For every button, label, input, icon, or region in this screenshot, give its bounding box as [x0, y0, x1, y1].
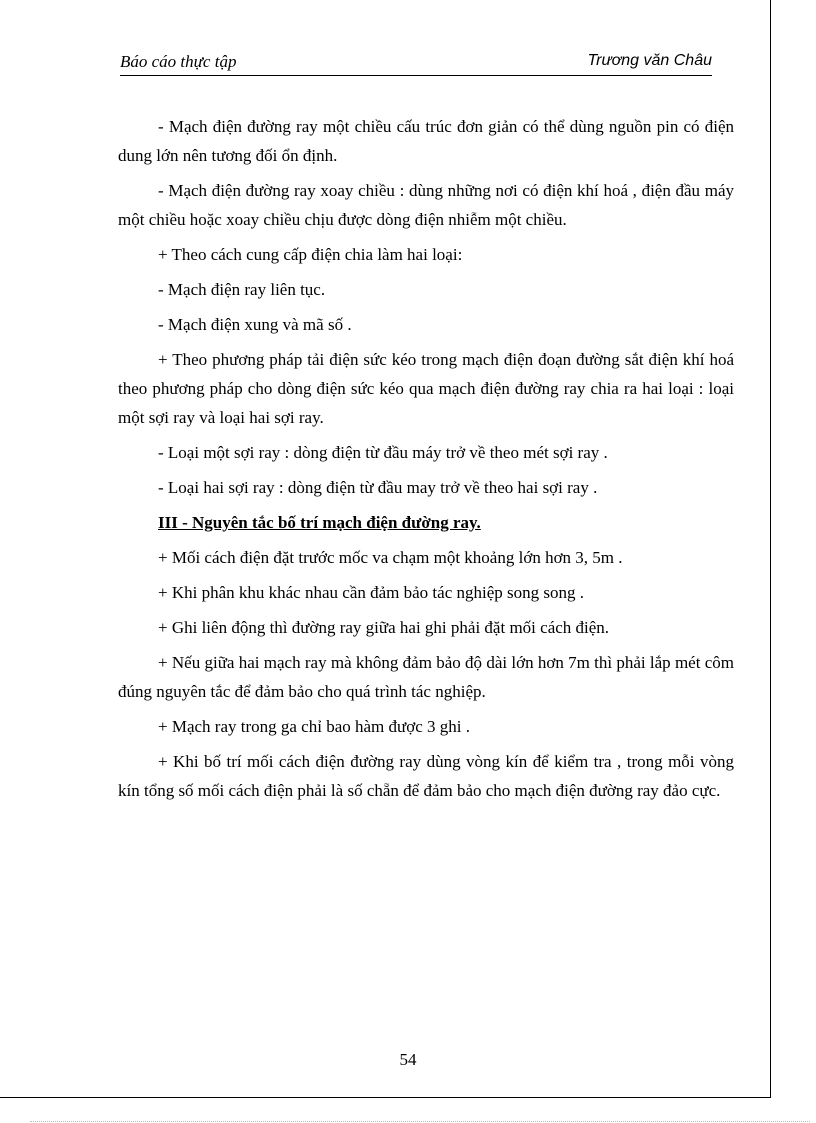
- page-number: 54: [399, 1050, 417, 1069]
- section-heading: III - Nguyên tắc bố trí mạch điện đường ray.: [158, 513, 481, 532]
- page-edge-dotted-line: [30, 1121, 810, 1122]
- header-rule: [120, 75, 712, 76]
- header-author-name: Trương văn Châu: [587, 52, 712, 69]
- paragraph: + Mối cách điện đặt trước mốc va chạm một khoảng lớn hơn 3, 5m .: [158, 548, 623, 567]
- paragraph: - Mạch điện đường ray một chiều cấu trúc đơn giản có thể dùng nguồn pin có điện dung lớn nên tương đối ổn định.: [118, 117, 734, 165]
- paragraph: + Mạch ray trong ga chỉ bao hàm được 3 ghi .: [158, 717, 470, 736]
- paragraph: + Nếu giữa hai mạch ray mà không đảm bảo độ dài lớn hơn 7m thì phải lắp mét côm đúng nguyên tắc để đảm bảo cho quá trình tác nghiệp.: [118, 653, 734, 701]
- paragraph: - Mạch điện đường ray xoay chiều : dùng những nơi có điện khí hoá , điện đầu máy một chiều hoặc xoay chiều chịu được dòng điện nhiễm một chiều.: [118, 181, 734, 229]
- paragraph: + Khi phân khu khác nhau cần đảm bảo tác nghiệp song song .: [158, 583, 584, 602]
- paragraph: - Loại hai sợi ray : dòng điện từ đầu may trở về theo hai sợi ray .: [158, 478, 598, 497]
- paragraph: - Mạch điện ray liên tục.: [158, 280, 326, 299]
- paragraph: + Khi bố trí mối cách điện đường ray dùng vòng kín để kiểm tra , trong mỗi vòng kín tổng số mối cách điện phải là số chẵn để đảm bảo cho mạch điện đường ray đảo cực.: [118, 752, 734, 800]
- page-border-bottom: [0, 1097, 771, 1098]
- paragraph: + Ghi liên động thì đường ray giữa hai ghi phải đặt mối cách điện.: [158, 618, 610, 637]
- body-text: [118, 112, 734, 811]
- paragraph: - Mạch điện xung và mã số .: [158, 315, 352, 334]
- paragraph: + Theo cách cung cấp điện chia làm hai loại:: [158, 245, 463, 264]
- paragraph: - Loại một sợi ray : dòng điện từ đầu máy trở về theo mét sợi ray .: [158, 443, 608, 462]
- header-report-title: Báo cáo thực tập: [120, 52, 237, 71]
- page-border-right: [770, 0, 771, 1098]
- paragraph: + Theo phương pháp tải điện sức kéo trong mạch điện đoạn đường sắt điện khí hoá theo phương pháp cho dòng điện sức kéo qua mạch điện đường ray chia ra hai loại : loại một sợi ray và loại hai sợi ray.: [118, 350, 734, 427]
